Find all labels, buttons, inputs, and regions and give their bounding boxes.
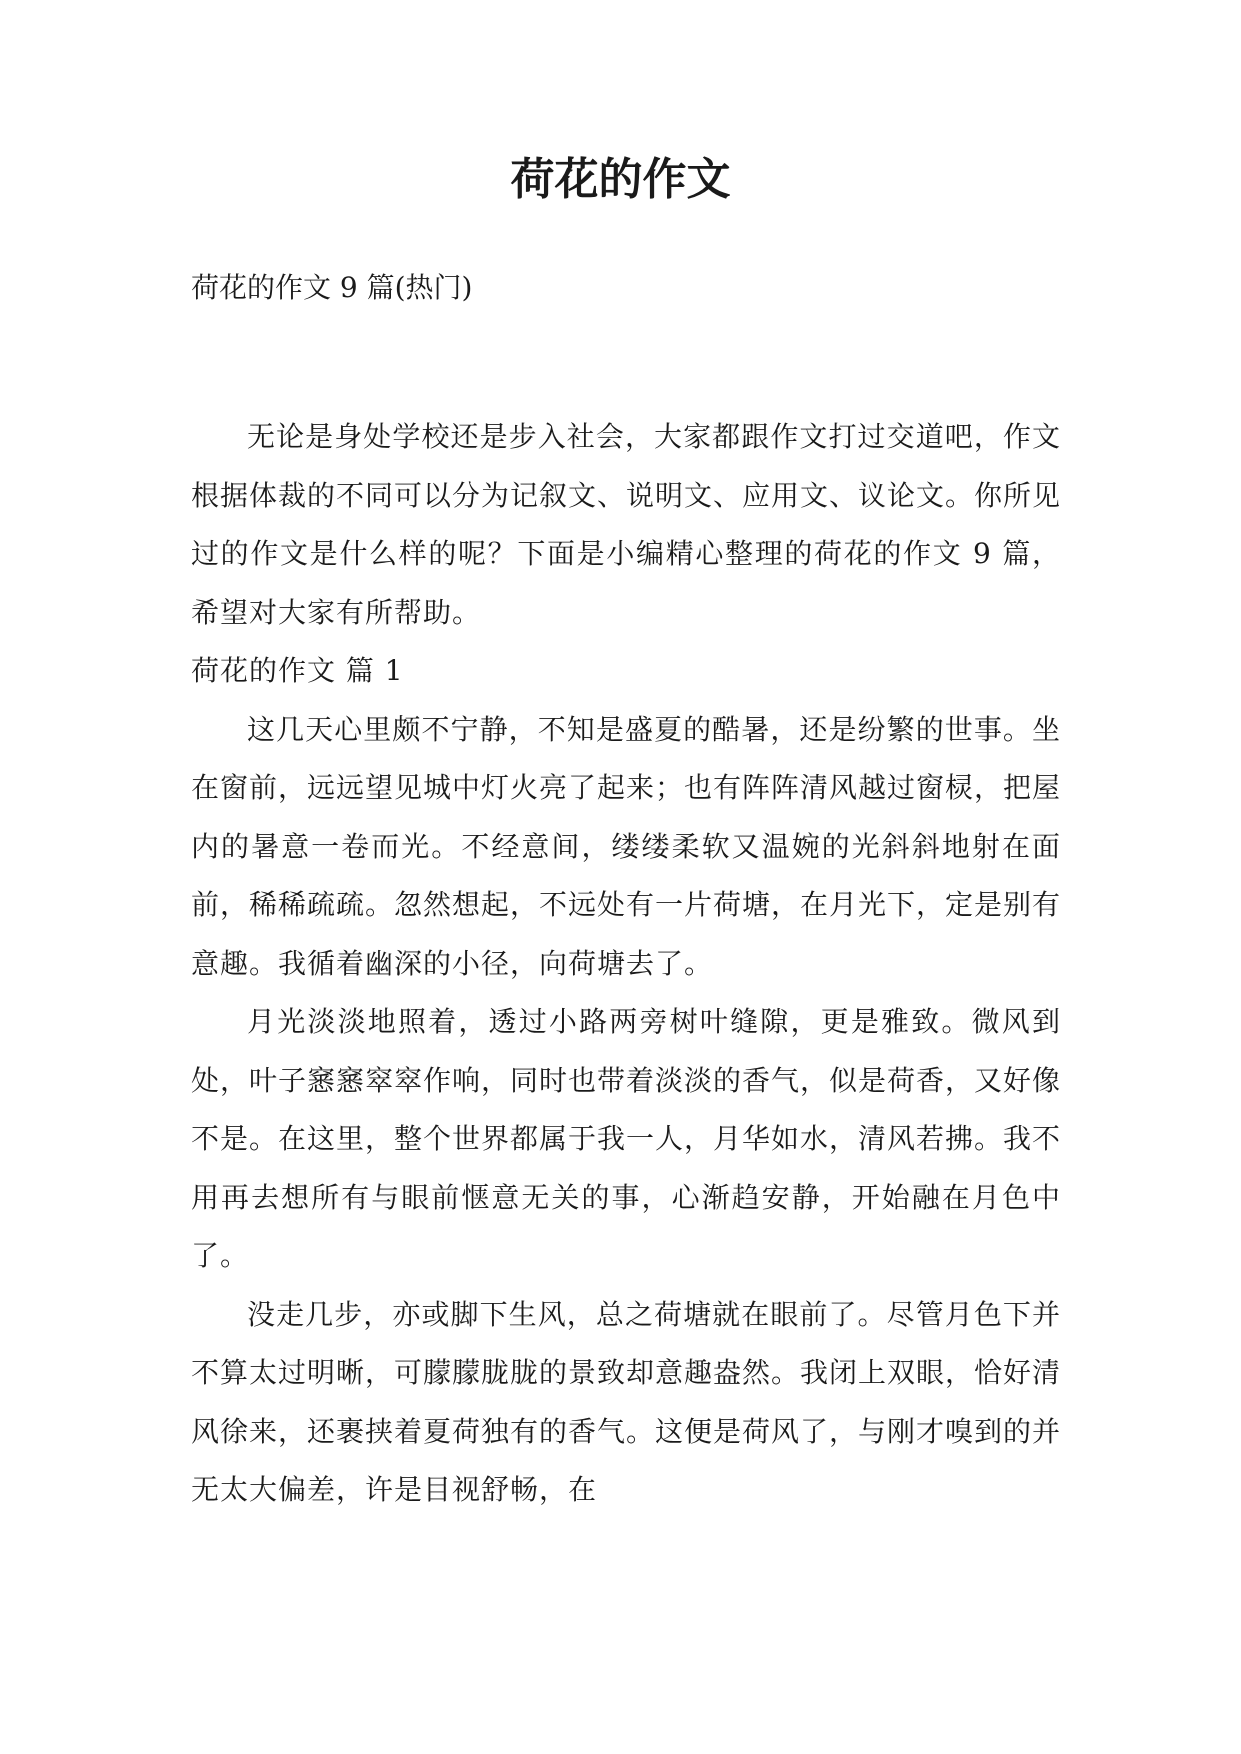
document-subtitle: 荷花的作文 9 篇(热门) — [191, 271, 473, 304]
document-title: 荷花的作文 — [510, 154, 731, 205]
body-paragraph: 月光淡淡地照着，透过小路两旁树叶缝隙，更是雅致。微风到处，叶子窸窸窣窣作响，同时也带着淡淡的香气，似是荷香，又好像不是。在这里，整个世界都属于我一人，月华如水，清风若拂。我不用再去想所有与眼前惬意无关的事，心渐趋安静，开始融在月色中了。 — [191, 1005, 1062, 1272]
body-paragraph: 没走几步，亦或脚下生风，总之荷塘就在眼前了。尽管月色下并不算太过明晰，可朦朦胧胧的景致却意趣盎然。我闭上双眼，恰好清风徐来，还裹挟着夏荷独有的香气。这便是荷风了，与刚才嗅到的并无太大偏差，许是目视舒畅，在 — [191, 1297, 1062, 1506]
document-body — [191, 408, 1061, 1520]
body-paragraph: 这几天心里颇不宁静，不知是盛夏的酷暑，还是纷繁的世事。坐在窗前，远远望见城中灯火亮了起来；也有阵阵清风越过窗棂，把屋内的暑意一卷而光。不经意间，缕缕柔软又温婉的光斜斜地射在面前，稀稀疏疏。忽然想起，不远处有一片荷塘，在月光下，定是别有意趣。我循着幽深的小径，向荷塘去了。 — [191, 712, 1062, 980]
section-heading: 荷花的作文 篇 1 — [191, 654, 404, 687]
intro-paragraph: 无论是身处学校还是步入社会，大家都跟作文打过交道吧，作文根据体裁的不同可以分为记叙文、说明文、应用文、议论文。你所见过的作文是什么样的呢？下面是小编精心整理的荷花的作文 9 篇，希望对大家有所帮助。 — [191, 420, 1062, 629]
